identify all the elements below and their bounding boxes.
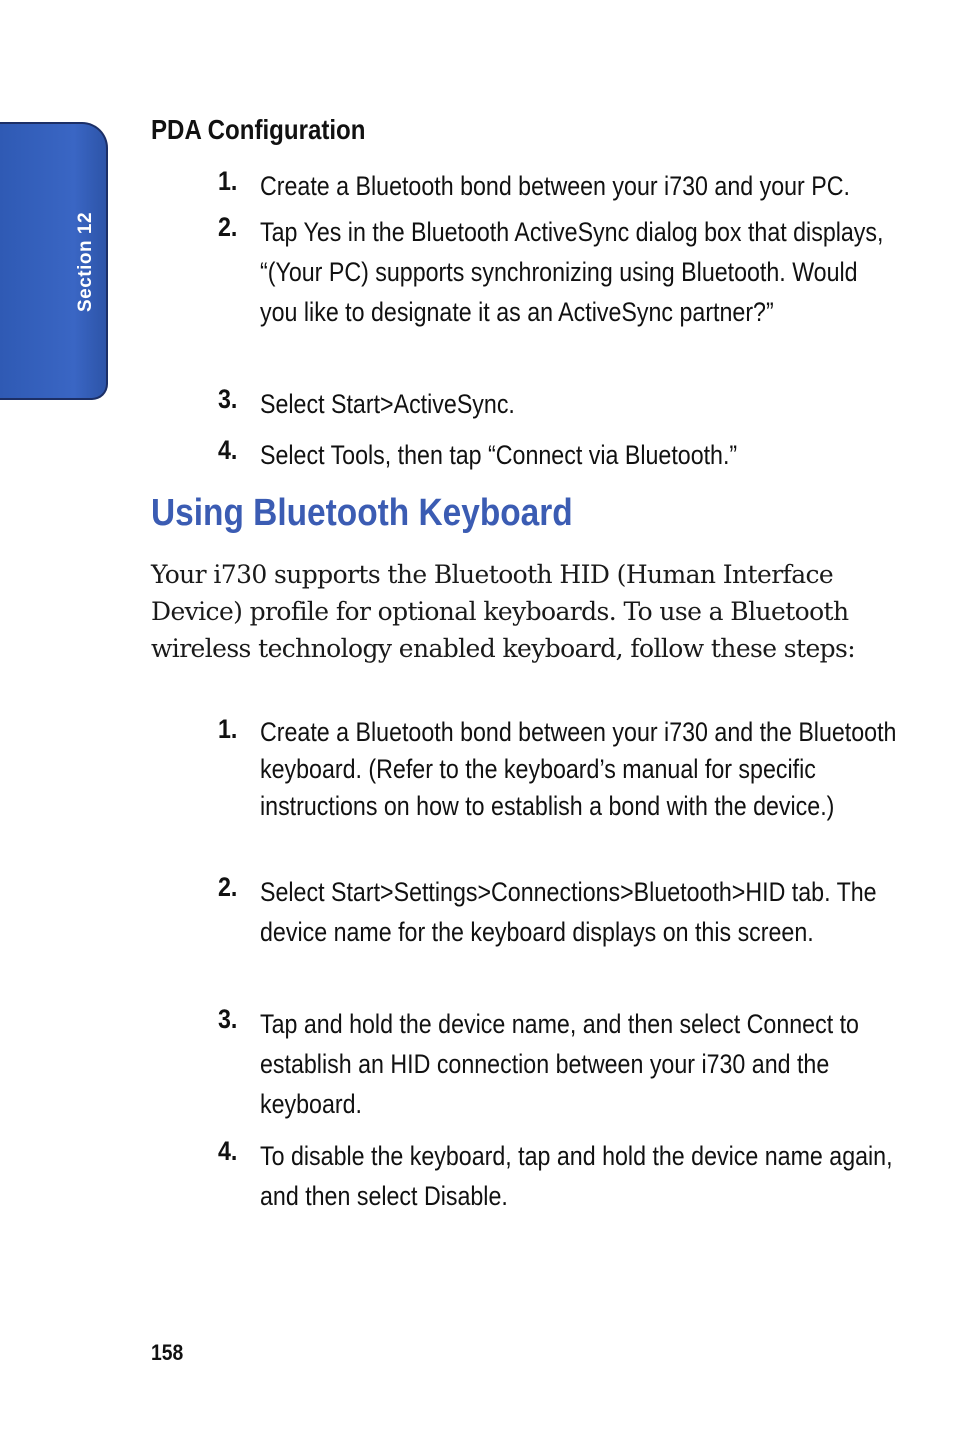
step-text: To disable the keyboard, tap and hold the device name again, and then select Disable. [260, 1141, 893, 1211]
step-number: 4. [218, 1136, 238, 1166]
step-number: 4. [218, 435, 238, 465]
using-bluetooth-keyboard-heading: Using Bluetooth Keyboard [151, 492, 573, 534]
section-tab-label: Section 12 [75, 211, 96, 313]
pda-configuration-heading: PDA Configuration [151, 114, 366, 145]
step-number: 1. [218, 714, 238, 744]
step-text: Select Start>ActiveSync. [260, 389, 515, 419]
step-text: Create a Bluetooth bond between your i730 and your PC. [260, 171, 850, 201]
step-text: Select Tools, then tap “Connect via Bluetooth.” [260, 440, 738, 470]
intro-paragraph: Your i730 supports the Bluetooth HID (Human Interface Device) profile for optional keyboards. To use a Bluetooth wireless technology enabled keyboard, follow these steps: [151, 560, 856, 663]
step-number: 2. [218, 212, 238, 242]
step-text: Create a Bluetooth bond between your i730 and the Bluetooth keyboard. (Refer to the keyboard’s manual for specific instructions on how to establish a bond with the device.) [260, 717, 897, 821]
step-text: Select Start>Settings>Connections>Bluetooth>HID tab. The device name for the keyboard displays on this screen. [260, 877, 877, 947]
step-number: 3. [218, 384, 238, 414]
step-number: 2. [218, 872, 238, 902]
step-text: Tap Yes in the Bluetooth ActiveSync dialog box that displays, “(Your PC) supports synchronizing using Bluetooth. Would you like to designate it as an ActiveSync partner?” [260, 217, 884, 327]
step-number: 1. [218, 166, 238, 196]
step-text: Tap and hold the device name, and then select Connect to establish an HID connection between your i730 and the keyboard. [260, 1009, 859, 1119]
page-number: 158 [151, 1340, 184, 1365]
step-number: 3. [218, 1004, 238, 1034]
